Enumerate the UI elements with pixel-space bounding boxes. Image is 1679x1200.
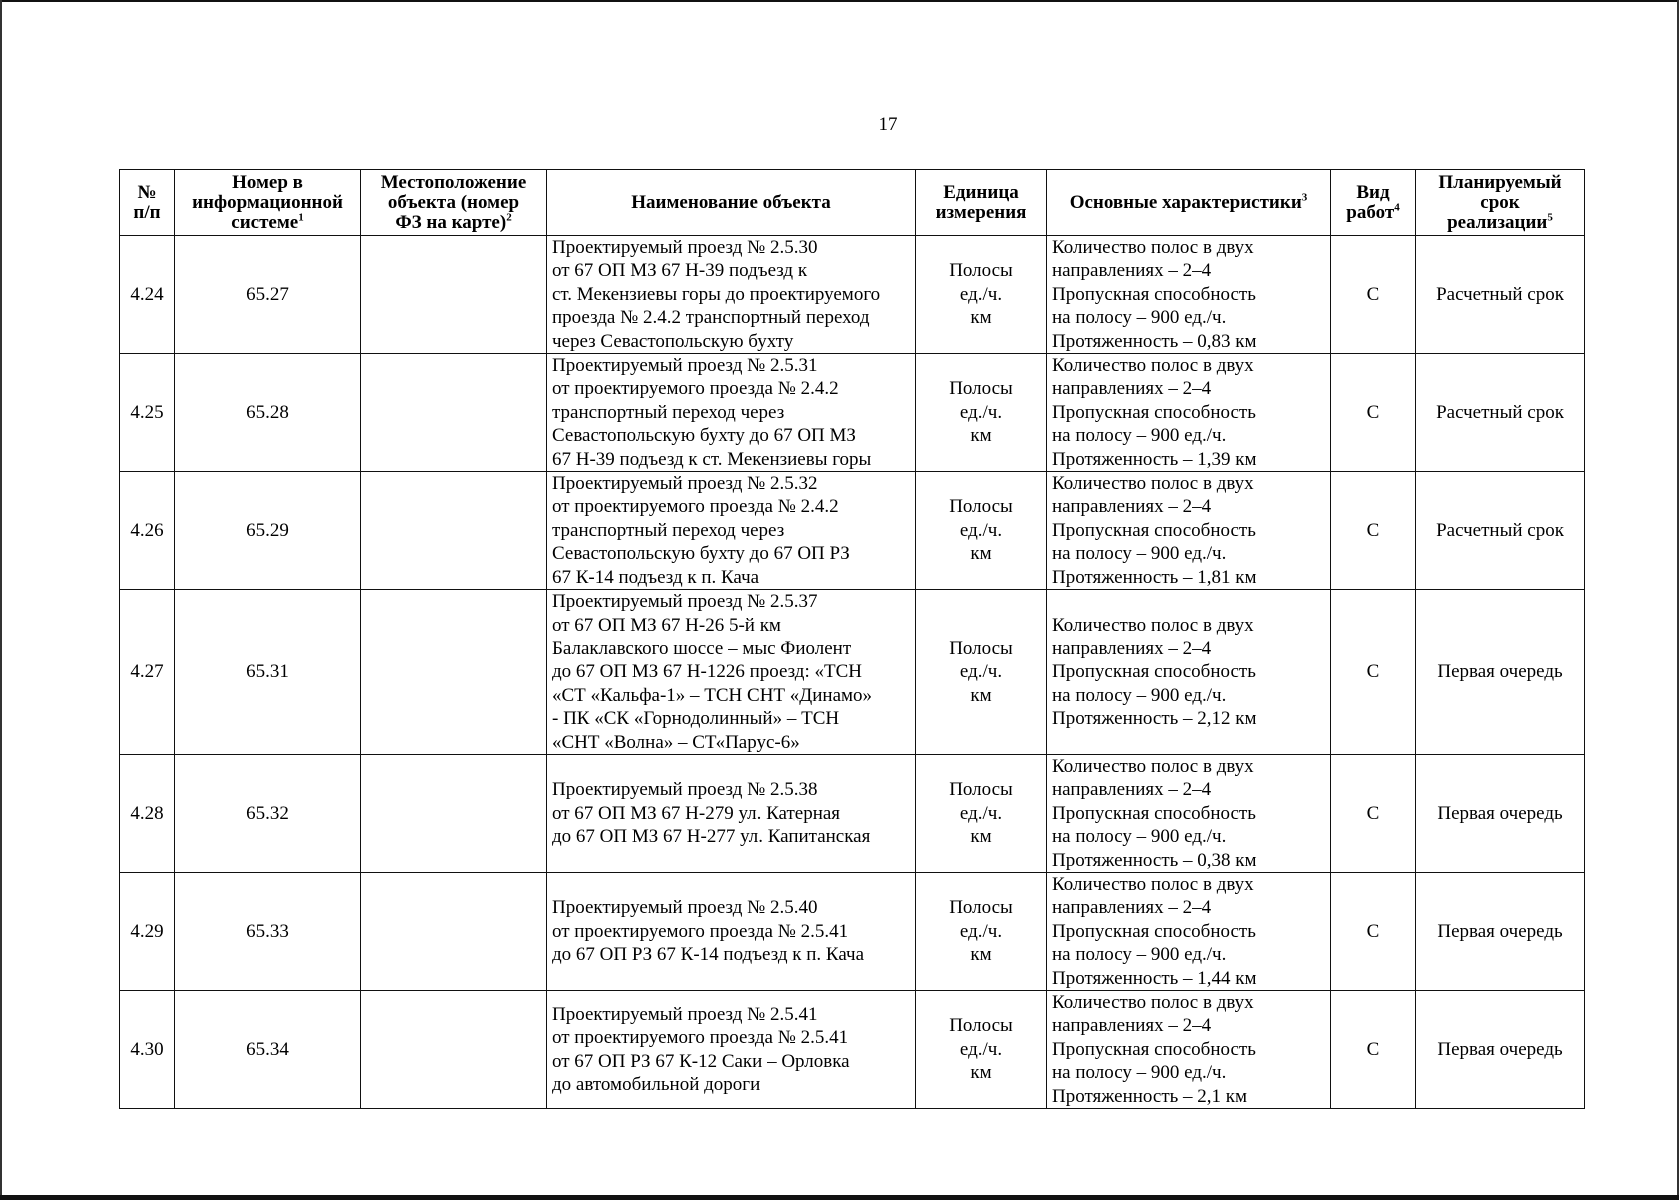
page-number: 17 — [878, 114, 898, 135]
cell-unit: Полосы ед./ч. км — [916, 872, 1047, 990]
header-cell-work-type: Вид работ$^4$ — [1331, 170, 1416, 236]
table-row — [120, 354, 1585, 472]
cell-characteristics: Количество полос в двух направлениях – 2–4 Пропускная способность на полосу – 900 ед./ч. Протяженность – 1,44 км — [1047, 872, 1331, 990]
cell-term: Первая очередь — [1416, 991, 1585, 1109]
cell-term: Расчетный срок — [1416, 472, 1585, 590]
cell-characteristics: Количество полос в двух направлениях – 2–4 Пропускная способность на полосу – 900 ед./ч. Протяженность – 0,38 км — [1047, 754, 1331, 872]
cell-location — [361, 754, 547, 872]
table-row — [120, 590, 1585, 755]
cell-term: Первая очередь — [1416, 754, 1585, 872]
cell-work-type: С — [1331, 236, 1416, 354]
objects-table — [119, 169, 1585, 1109]
cell-name: Проектируемый проезд № 2.5.38 от 67 ОП МЗ 67 Н-279 ул. Катерная до 67 ОП МЗ 67 Н-277 ул. Капитанская — [547, 754, 916, 872]
cell-characteristics: Количество полос в двух направлениях – 2–4 Пропускная способность на полосу – 900 ед./ч. Протяженность – 1,81 км — [1047, 472, 1331, 590]
cell-term: Первая очередь — [1416, 590, 1585, 755]
page-edge-bottom — [0, 1195, 1679, 1200]
table-row — [120, 472, 1585, 590]
cell-location — [361, 472, 547, 590]
table-row — [120, 754, 1585, 872]
cell-location — [361, 872, 547, 990]
cell-work-type: С — [1331, 472, 1416, 590]
cell-unit: Полосы ед./ч. км — [916, 991, 1047, 1109]
header-cell-location: Местоположение объекта (номер ФЗ на карте)$^2$ — [361, 170, 547, 236]
header-cell-code: Номер в информационной системе$^1$ — [175, 170, 361, 236]
header-cell-characteristics: Основные характеристики$^3$ — [1047, 170, 1331, 236]
cell-num: 4.27 — [120, 590, 175, 755]
cell-unit: Полосы ед./ч. км — [916, 236, 1047, 354]
cell-code: 65.34 — [175, 991, 361, 1109]
cell-location — [361, 236, 547, 354]
cell-code: 65.33 — [175, 872, 361, 990]
cell-work-type: С — [1331, 991, 1416, 1109]
page-edge-top — [0, 0, 1679, 2]
header-cell-unit: Единица измерения — [916, 170, 1047, 236]
table-row — [120, 872, 1585, 990]
cell-code: 65.31 — [175, 590, 361, 755]
cell-num: 4.24 — [120, 236, 175, 354]
cell-characteristics: Количество полос в двух направлениях – 2–4 Пропускная способность на полосу – 900 ед./ч. Протяженность – 1,39 км — [1047, 354, 1331, 472]
cell-characteristics: Количество полос в двух направлениях – 2–4 Пропускная способность на полосу – 900 ед./ч. Протяженность – 2,1 км — [1047, 991, 1331, 1109]
cell-characteristics: Количество полос в двух направлениях – 2–4 Пропускная способность на полосу – 900 ед./ч. Протяженность – 0,83 км — [1047, 236, 1331, 354]
cell-unit: Полосы ед./ч. км — [916, 590, 1047, 755]
table-row — [120, 236, 1585, 354]
cell-term: Первая очередь — [1416, 872, 1585, 990]
cell-num: 4.25 — [120, 354, 175, 472]
cell-name: Проектируемый проезд № 2.5.40 от проектируемого проезда № 2.5.41 до 67 ОП РЗ 67 К-14 подъезд к п. Кача — [547, 872, 916, 990]
cell-location — [361, 991, 547, 1109]
cell-work-type: С — [1331, 590, 1416, 755]
cell-name: Проектируемый проезд № 2.5.41 от проектируемого проезда № 2.5.41 от 67 ОП РЗ 67 К-12 Саки – Орловка до автомобильной дороги — [547, 991, 916, 1109]
cell-code: 65.32 — [175, 754, 361, 872]
cell-unit: Полосы ед./ч. км — [916, 472, 1047, 590]
cell-term: Расчетный срок — [1416, 354, 1585, 472]
cell-location — [361, 354, 547, 472]
cell-num: 4.26 — [120, 472, 175, 590]
cell-name: Проектируемый проезд № 2.5.31 от проектируемого проезда № 2.4.2 транспортный переход через Севастопольскую бухту до 67 ОП МЗ 67 Н-39 подъезд к ст. Мекензиевы горы — [547, 354, 916, 472]
cell-code: 65.27 — [175, 236, 361, 354]
header-cell-term: Планируемый срок реализации$^5$ — [1416, 170, 1585, 236]
cell-unit: Полосы ед./ч. км — [916, 354, 1047, 472]
cell-work-type: С — [1331, 754, 1416, 872]
cell-location — [361, 590, 547, 755]
cell-code: 65.29 — [175, 472, 361, 590]
table-row — [120, 991, 1585, 1109]
table-header-row — [120, 170, 1585, 236]
cell-num: 4.30 — [120, 991, 175, 1109]
page-edge-left — [0, 0, 2, 1200]
cell-num: 4.28 — [120, 754, 175, 872]
cell-name: Проектируемый проезд № 2.5.30 от 67 ОП МЗ 67 Н-39 подъезд к ст. Мекензиевы горы до проектируемого проезда № 2.4.2 транспортный переход через Севастопольскую бухту — [547, 236, 916, 354]
cell-work-type: С — [1331, 872, 1416, 990]
cell-name: Проектируемый проезд № 2.5.37 от 67 ОП МЗ 67 Н-26 5-й км Балаклавского шоссе – мыс Фиолент до 67 ОП МЗ 67 Н-1226 проезд: «ТСН «СТ «Кальфа-1» – ТСН СНТ «Динамо» - ПК «СК «Горнодолинный» – ТСН «СНТ «Волна» – СТ«Парус-6» — [547, 590, 916, 755]
header-cell-name: Наименование объекта — [547, 170, 916, 236]
cell-unit: Полосы ед./ч. км — [916, 754, 1047, 872]
cell-code: 65.28 — [175, 354, 361, 472]
cell-num: 4.29 — [120, 872, 175, 990]
cell-work-type: С — [1331, 354, 1416, 472]
cell-characteristics: Количество полос в двух направлениях – 2–4 Пропускная способность на полосу – 900 ед./ч. Протяженность – 2,12 км — [1047, 590, 1331, 755]
cell-name: Проектируемый проезд № 2.5.32 от проектируемого проезда № 2.4.2 транспортный переход через Севастопольскую бухту до 67 ОП РЗ 67 К-14 подъезд к п. Кача — [547, 472, 916, 590]
cell-term: Расчетный срок — [1416, 236, 1585, 354]
header-cell-num: № п/п — [120, 170, 175, 236]
